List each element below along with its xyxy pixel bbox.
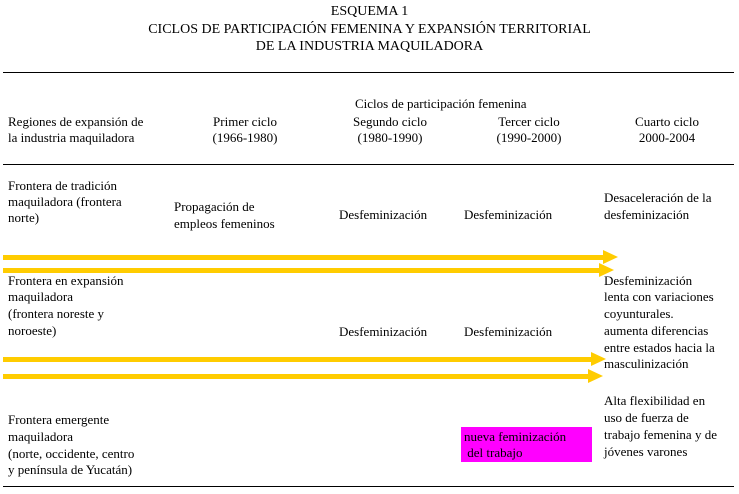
cycle-2-years: (1980-1990) [357,130,423,145]
title-line-3: DE LA INDUSTRIA MAQUILADORA [255,39,484,54]
title-line-2: CICLOS DE PARTICIPACIÓN FEMENINA Y EXPANSIÓN TERRITORIAL [148,22,591,37]
row-3-cycle-3-line-2: del trabajo [464,445,523,460]
cycle-4-years: 2000-2004 [638,130,696,145]
table-top-rule [3,72,734,73]
cycle-2-name: Segundo ciclo [352,114,427,129]
row-2-cycle-4-line-3: coyunturales. [604,306,674,321]
row-3-region-line-1: Frontera emergente [8,412,110,427]
row-3-cycle-3-line-1: nueva feminización [464,429,567,444]
progression-arrow-4 [3,374,589,379]
row-3-cycle-4-line-1: Alta flexibilidad en [604,393,706,408]
cycle-1-name: Primer ciclo [213,114,277,129]
row-1-cycle-3: Desfeminización [464,207,553,222]
row-2-cycle-2: Desfeminización [339,324,428,339]
row-2-region-line-1: Frontera en expansión [8,273,124,288]
row-1-region-line-2: maquiladora (frontera [8,194,122,209]
row-2-cycle-4-line-5: entre estados hacia la [604,340,715,355]
header-bottom-rule [3,164,734,165]
regions-header-line-2: la industria maquiladora [8,130,135,145]
row-1-cycle-4-line-1: Desaceleración de la [604,190,712,205]
row-2-cycle-4-line-6: masculinización [604,356,689,371]
progression-arrow-1 [3,255,604,260]
progression-arrow-3 [3,357,592,362]
cycles-group-label: Ciclos de participación femenina [355,96,527,111]
table-bottom-rule [3,486,734,487]
row-3-cycle-4-line-4: jóvenes varones [604,444,688,459]
row-1-region-line-3: norte) [8,210,40,225]
row-3-region-line-2: maquiladora [8,429,73,444]
row-3-region-line-4: y península de Yucatán) [8,462,133,477]
row-2-cycle-3: Desfeminización [464,324,553,339]
row-1-cycle-4-line-2: desfeminización [604,207,690,222]
row-1-region-line-1: Frontera de tradición [8,178,118,193]
cycle-3-name: Tercer ciclo [498,114,560,129]
row-1-cycle-2: Desfeminización [339,207,428,222]
row-3-cycle-4-line-2: uso de fuerza de [604,410,689,425]
row-2-cycle-4-line-1: Desfeminización [604,273,693,288]
row-2-region-line-2: maquiladora [8,289,73,304]
row-2-cycle-4-line-4: aumenta diferencias [604,323,709,338]
row-3-region-line-3: (norte, occidente, centro [8,446,135,461]
row-2-region-line-4: noroeste) [8,323,57,338]
regions-header-line-1: Regiones de expansión de [8,114,144,129]
row-2-cycle-4-line-2: lenta con variaciones [604,289,714,304]
row-3-cycle-4-line-3: trabajo femenina y de [604,427,717,442]
row-2-region-line-3: (frontera noreste y [8,306,105,321]
row-1-cycle-1-line-1: Propagación de [174,199,255,214]
cycle-3-years: (1990-2000) [496,130,562,145]
cycle-1-years: (1966-1980) [212,130,278,145]
row-1-cycle-1-line-2: empleos femeninos [174,216,275,231]
title-line-1: ESQUEMA 1 [330,4,409,19]
cycle-4-name: Cuarto ciclo [635,114,699,129]
